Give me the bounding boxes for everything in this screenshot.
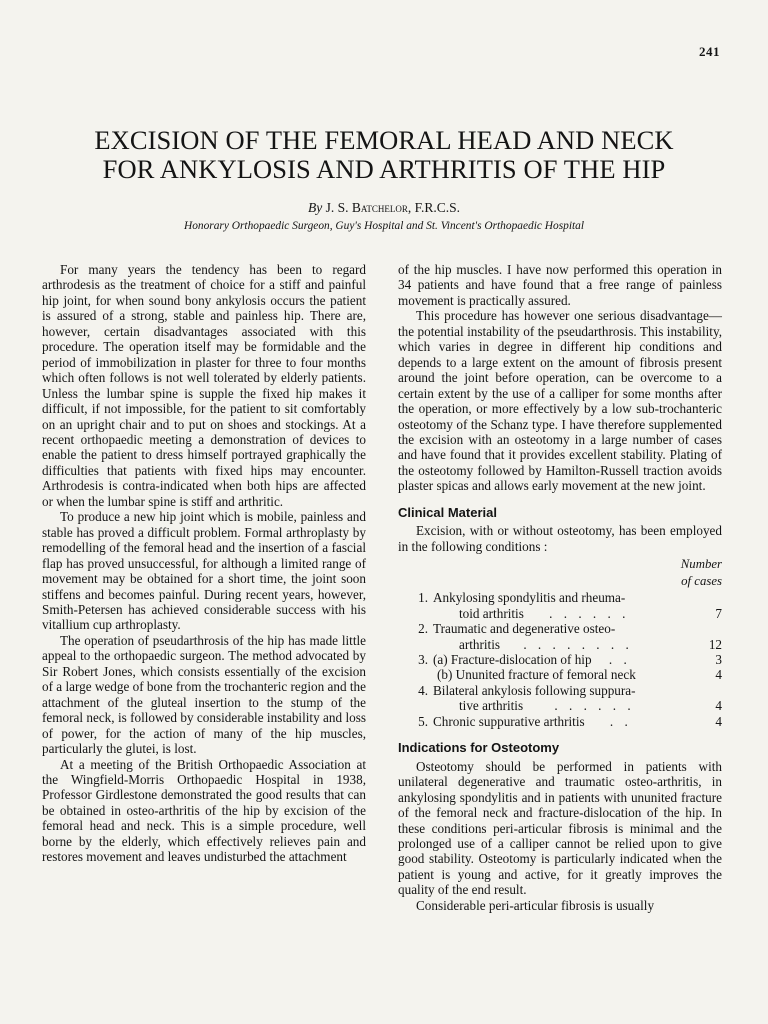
byline — [0, 200, 768, 216]
paragraph: Osteotomy should be performed in patients with unilateral degenerative and traumatic osteo-arthritis, in ankylosing spondylitis and in patients with ununited fracture of the femoral neck and fracture-dislocation of the hip. In these conditions peri-articular fibrosis is minimal and the prolonged use of a calliper cannot be relied upon to give good stability. Osteotomy is particularly indicated when the patient is young and active, for it greatly improves the quality of the end result. — [398, 758, 722, 898]
right-column — [398, 262, 722, 913]
table-row: 2. Traumatic and degenerative osteo- arthritis . . . . . . . . 12 — [418, 621, 722, 652]
case-count: 7 — [715, 605, 722, 621]
table-column-header: Number of cases — [680, 557, 722, 589]
author-degree: , F.R.C.S. — [407, 200, 461, 215]
page-number: 241 — [699, 44, 720, 59]
paragraph: The operation of pseudarthrosis of the hip has made little appeal to the orthopaedic surgeon. The method advocated by Sir Robert Jones, which consists essentially of the excision of a large wedge of bone from the trochanteric region and the attachment of the gluteal insertion to the stump of the femoral neck, is followed by considerable instability and loss of power, for the action of many of the hip muscles, particularly the glutei, is lost. — [42, 632, 366, 757]
author-name: J. S. Batchelor — [325, 200, 408, 215]
paragraph: At a meeting of the British Orthopaedic Association at the Wingfield-Morris Orthopaedic Hospital in 1938, Professor Girdlestone demonstrated the good results that can be obtained in osteo-arthritis of the hip by excision of the femoral head and neck. This is a simple procedure, well borne by the elderly, which effectively relieves pain and restores movement and leaves undisturbed the attachment — [42, 756, 366, 865]
paragraph: To produce a new hip joint which is mobile, painless and stable has proved a difficult problem. Formal arthroplasty by remodelling of the femoral head and the insertion of a fascial flap has proved unsuccessful, for although a limited range of movement may be obtained for a short time, the joint soon stiffens and becomes painful. During recent years, however, Smith-Petersen has achieved considerable success with his vitallium cup arthroplasty. — [42, 509, 366, 633]
article-title — [20, 126, 748, 184]
byline-by: By — [307, 200, 323, 215]
case-count: 12 — [708, 636, 722, 652]
case-count: 4 — [715, 698, 722, 714]
section-heading-clinical-material: Clinical Material — [398, 504, 497, 520]
paragraph-continuation: of the hip muscles. I have now performed this operation in 34 patients and have found that a free range of painless movement is practically assured. — [398, 262, 722, 308]
case-count: 4 — [715, 713, 722, 729]
left-column — [42, 262, 366, 865]
table-row: 4. Bilateral ankylosis following suppura- tive arthritis . . . . . . 4 — [418, 682, 722, 714]
title-line-2: FOR ANKYLOSIS AND ARTHRITIS OF THE HIP — [102, 154, 666, 184]
author-affiliation: Honorary Orthopaedic Surgeon, Guy's Hospital and St. Vincent's Orthopaedic Hospital — [183, 220, 585, 232]
case-count: 3 — [715, 651, 722, 667]
title-line-1: EXCISION OF THE FEMORAL HEAD AND NECK — [94, 125, 674, 155]
paragraph: Considerable peri-articular fibrosis is usually — [416, 897, 655, 913]
conditions-table — [398, 590, 722, 729]
table-row: 1. Ankylosing spondylitis and rheuma- toid arthritis . . . . . . 7 — [418, 590, 722, 621]
table-row: 3. (a) Fracture-dislocation of hip . . 3 — [418, 651, 722, 667]
paragraph: For many years the tendency has been to regard arthrodesis as the treatment of choice for a stiff and painful hip joint, for when sound bony ankylosis occurs the patient is assured of a strong, stable and painless hip. There are, however, certain disadvantages associated with this procedure. The operation itself may be formidable and the period of immobilization in plaster for three to four months which often follows is not well tolerated by elderly patients. Unless the lumbar spine is supple the fixed hip makes it difficult, if not impossible, for the patient to sit comfortably on an upright chair and to put on shoes and stockings. At a recent orthopaedic meeting a demonstration of devices to enable the patient to dress himself portrayed graphically the difficulties that patients with fixed hips may encounter. Arthrodesis is contra-indicated when both hips are affected or when the lumbar spine is stiff and arthritic. — [42, 262, 366, 509]
paragraph: This procedure has however one serious disadvantage—the potential instability of the pseudarthrosis. This instability, which varies in degree in different hip conditions and depends to a large extent on the amount of fibrosis present around the joint before operation, can be overcome to a certain extent by the use of a calliper for some months after the operation, or more effectively by a low sub-trochanteric osteotomy of the Schanz type. I have therefore supplemented the excision with an osteotomy in a large number of cases and have found that it provides excellent stability. Plating of the osteotomy followed by Hamilton-Russell traction avoids plaster spicas and allows early movement at the new joint. — [398, 308, 722, 494]
table-row: 5. Chronic suppurative arthritis . . 4 — [418, 713, 722, 729]
section-heading-indications: Indications for Osteotomy — [398, 740, 560, 756]
paragraph: Excision, with or without osteotomy, has been employed in the following conditions : — [398, 523, 722, 554]
table-row: (b) Ununited fracture of femoral neck 4 — [437, 667, 722, 683]
case-count: 4 — [715, 667, 722, 683]
